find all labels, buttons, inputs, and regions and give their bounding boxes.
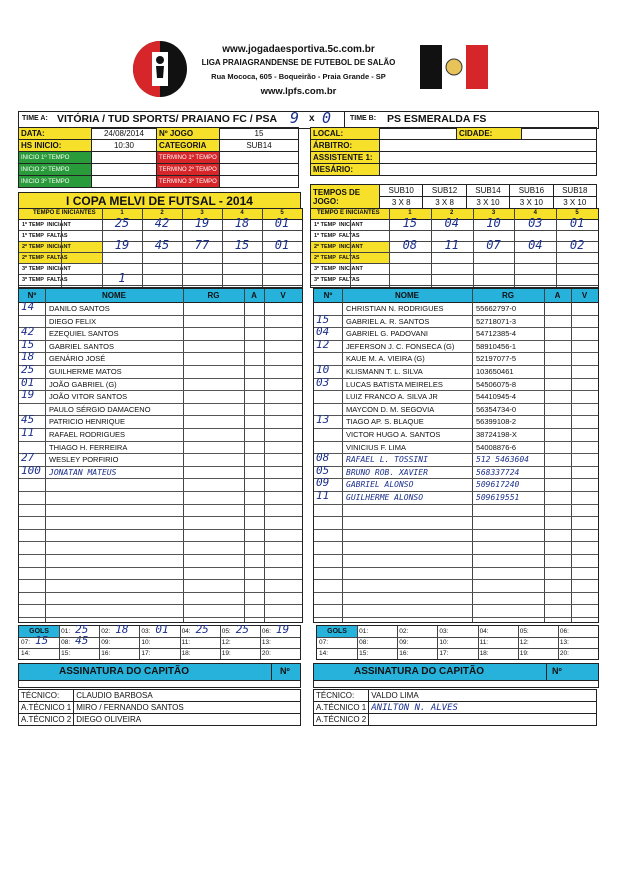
period-label: 3º TEMP [22,277,44,283]
signature-label: ASSINATURA DO CAPITÃO [59,666,189,677]
player-name: RAFAEL L. TOSSINI [346,455,428,465]
roster-header-a: A [251,291,257,300]
period-col-number: 1 [408,210,412,216]
goal-slot-number: 19: [519,650,529,657]
league-address: Rua Mococa, 605 - Boqueirão - Praia Grande - SP [211,72,386,81]
roster-header-v: V [280,291,286,300]
player-number: 11 [21,426,35,439]
goal-slot-value: 18 [115,623,129,636]
goal-slot-value: 25 [235,623,249,636]
period-hand-value: 07 [486,238,501,252]
player-name: KAUE M. A. VIEIRA (G) [346,354,425,364]
tempos-cat: SUB18 [553,185,596,197]
period-col-number: 3 [491,210,496,216]
goal-slot-number: 06: [261,628,271,635]
period-kind: FALTAS [47,255,68,261]
player-rg: 56354734-0 [476,404,517,414]
player-name: GENÁRIO JOSÉ [49,354,106,364]
tempos-label: TEMPOS DE JOGO: [311,185,380,209]
period-hand-value: 11 [444,238,459,252]
goal-slot-number: 11: [479,639,489,646]
player-number: 42 [21,325,35,339]
period-kind: FALTAS [47,233,68,239]
staff-role: TÉCNICO: [19,690,74,702]
score-separator: x [309,113,315,124]
termino-2-label: TERMINO 2º TEMPO [157,164,220,176]
player-name: GUILHERME MATOS [49,367,122,376]
player-number: 04 [316,325,330,339]
player-name: MAYCON D. M. SEGOVIA [346,404,435,414]
player-rg: 509617240 [476,480,520,490]
staff-name: MIRO / FERNANDO SANTOS [74,702,301,714]
period-kind: INICIANT [47,266,71,272]
player-name: WESLEY PORFIRIO [49,455,119,465]
period-col-number: 2 [160,210,164,216]
jogo-value: 15 [220,128,299,140]
hs-label: HS INICIO: [19,140,92,152]
goal-slot-number: 20: [261,650,271,657]
signature-num: Nº [280,666,290,676]
player-name: DANILO SANTOS [49,304,110,313]
goal-slot-number: 12: [519,639,529,646]
goal-slot-number: 18: [479,650,489,657]
period-hand-value: 15 [402,216,418,230]
goal-slot-number: 16: [101,650,111,657]
period-kind: FALTAS [339,233,360,239]
player-number: 45 [21,413,35,427]
goal-slot-number: 03: [439,628,449,635]
goal-slot-number: 09: [399,639,409,646]
player-number: 15 [21,337,35,351]
cat-value: SUB14 [220,140,299,152]
goal-slot-number: 04: [181,628,191,635]
player-number: 13 [316,413,330,427]
player-rg: 568337724 [476,467,520,477]
tempos-cat: SUB14 [466,185,509,197]
player-name: CHRISTIAN N. RODRIGUES [346,304,444,313]
goal-slot-number: 06: [559,628,569,635]
period-hand-value: 42 [154,216,170,230]
player-name: LUCAS BATISTA MEIRELES [346,379,443,389]
goal-slot-number: 02: [399,628,409,635]
player-name: TIAGO AP. S. BLAQUE [346,417,424,427]
staff-role: TÉCNICO: [314,690,369,702]
player-rg: 55662797-0 [476,304,517,313]
period-col-number: 2 [450,210,454,216]
tempos-table [310,184,597,209]
periods-table-a [18,208,303,288]
goal-slot-number: 15: [61,650,71,657]
staff-a [18,689,301,726]
player-name: BRUNO ROB. XAVIER [346,467,428,477]
period-label: 1º TEMP [314,233,336,239]
team-a-label: TIME A: [22,115,48,122]
period-label: 2º TEMP [314,255,336,261]
goal-slot-number: 02: [101,628,111,635]
tempos-val: 3 X 8 [423,197,466,209]
period-kind: INICIANT [339,244,363,250]
roster-a [18,288,303,623]
player-rg: 56399108-2 [476,417,517,427]
player-name: JOÃO VITOR SANTOS [49,392,128,402]
period-hand-value: 04 [444,216,459,230]
player-number: 03 [316,375,330,389]
period-label: 1º TEMP [314,222,336,228]
goal-slot-number: 19: [221,650,231,657]
player-rg: 52718071-3 [476,316,517,326]
player-number: 25 [21,363,35,376]
player-rg: 509619551 [476,493,520,502]
period-hand-value: 77 [194,238,210,252]
officials-table [310,127,597,176]
player-number: 100 [21,463,41,477]
cup-title: I COPA MELVI DE FUTSAL - 2014 [18,192,301,210]
score-b: 0 [322,109,332,127]
player-name: GABRIEL ALONSO [346,480,414,490]
roster-b [313,288,599,623]
score-a: 9 [290,109,300,127]
player-name: VINICIUS F. LIMA [346,442,407,452]
tempos-cat: SUB16 [510,185,553,197]
period-hand-value: 08 [402,238,418,252]
player-name: GABRIEL SANTOS [49,341,115,351]
signature-a [18,663,301,681]
roster-header-rg: RG [207,291,220,300]
player-number: 18 [21,350,35,364]
player-name: GABRIEL G. PADOVANI [346,329,428,339]
period-hand-value: 01 [569,216,585,230]
goal-slot-number: 13: [559,639,569,646]
team-b-label: TIME B: [350,115,377,122]
goal-slot-number: 07: [319,639,329,646]
period-hand-value: 1 [118,271,126,285]
player-number: 19 [21,388,35,402]
staff-name: CLAUDIO BARBOSA [74,690,301,702]
roster-header-num: Nº [323,291,333,300]
goal-slot-number: 12: [221,639,231,646]
tempos-cat: SUB10 [380,185,423,197]
period-kind: INICIANT [339,222,363,228]
signature-line-b [313,680,599,688]
website-link[interactable]: www.jogadaesportiva.5c.com.br [222,44,375,55]
goal-slot-number: 04: [479,628,489,635]
period-col-number: 1 [120,210,124,216]
goal-slot-number: 10: [439,639,449,646]
goal-slot-number: 14: [21,650,31,657]
player-number: 08 [316,451,330,465]
period-hand-value: 19 [194,216,210,230]
hs-value: 10:30 [92,140,157,152]
data-value: 24/08/2014 [92,128,157,140]
goal-slot-value: 01 [155,623,169,636]
player-number: 15 [316,312,330,326]
goal-slot-number: 16: [399,650,409,657]
player-name: GUILHERME ALONSO [346,493,424,502]
goal-slot-number: 11: [181,639,191,646]
player-name: JOÃO GABRIEL (G) [49,379,117,389]
period-hand-value: 10 [486,216,501,230]
player-name: RAFAEL RODRIGUES [49,430,125,439]
roster-header-a: A [554,291,561,300]
termino-1-label: TERMINO 1º TEMPO [157,152,220,164]
staff-role: A.TÉCNICO 2 [314,714,369,726]
goal-slot-number: 03: [141,628,151,635]
period-label: 3º TEMP [22,266,44,272]
staff-name: DIEGO OLIVEIRA [74,714,301,726]
goal-slot-number: 07: [21,639,31,646]
staff-name: VALDO LIMA [369,690,597,702]
player-name: EZEQUIEL SANTOS [49,329,119,339]
player-name: GABRIEL A. R. SANTOS [346,316,430,326]
player-number: 12 [316,337,330,351]
period-label: 2º TEMP [314,244,336,250]
period-hand-value: 03 [528,216,543,230]
player-rg: 58910456-1 [476,341,517,351]
player-rg: 512 5463604 [476,455,529,465]
period-label: 3º TEMP [314,277,336,283]
period-hand-value: 18 [234,216,250,230]
player-name: JEFERSON J. C. FONSECA (G) [346,341,455,351]
player-rg: 54410945-4 [476,392,517,402]
goal-slot-number: 10: [141,639,151,646]
player-number: 01 [21,375,35,389]
goal-slot-number: 17: [439,650,449,657]
goals-a [18,625,301,660]
player-rg: 54008876-6 [476,442,517,452]
period-label: 3º TEMP [314,266,336,272]
goal-slot-number: 14: [319,650,329,657]
periods-header-label: TEMPO E INICIANTES [33,210,96,216]
tempos-val: 3 X 8 [380,197,423,209]
period-kind: FALTAS [47,277,68,283]
player-name: PATRICIO HENRIQUE [49,417,125,427]
period-hand-value: 01 [274,238,290,252]
goal-slot-number: 18: [181,650,191,657]
period-kind: FALTAS [339,255,360,261]
period-label: 2º TEMP [22,255,44,261]
cidade-label: CIDADE: [457,128,522,140]
period-hand-value: 19 [114,238,130,252]
player-name: VICTOR HUGO A. SANTOS [346,430,441,439]
period-kind: INICIANT [47,222,71,228]
mesario-label: MESÁRIO: [311,164,380,176]
player-rg: 38724198-X [476,430,517,439]
player-rg: 54506075-8 [476,379,517,389]
staff-role: A.TÉCNICO 2 [19,714,74,726]
tempos-val: 3 X 10 [553,197,596,209]
goal-slot-number: 08: [359,639,369,646]
data-label: DATA: [19,128,92,140]
goal-slot-number: 13: [261,639,271,646]
player-rg: 54712385-4 [476,329,517,339]
goal-slot-value: 19 [275,623,290,636]
player-number: 10 [316,363,330,376]
goal-slot-value: 25 [75,623,89,636]
goal-slot-number: 05: [221,628,231,635]
team-a-name: VITÓRIA / TUD SPORTS/ PRAIANO FC / PSA [57,113,278,125]
roster-header-rg: RG [502,291,514,300]
goal-slot-number: 01: [359,628,369,635]
team-b-name: PS ESMERALDA FS [387,113,487,125]
goal-slot-number: 20: [559,650,569,657]
tempos-val: 3 X 10 [466,197,509,209]
period-col-number: 4 [240,210,244,216]
period-col-number: 5 [575,210,579,216]
staff-name: ANILTON N. ALVES [369,702,597,714]
termino-3-label: TERMINO 3º TEMPO [157,176,220,188]
player-number: 27 [21,451,35,465]
player-rg: 103650461 [476,367,514,376]
goals-label: GOLS [317,626,357,637]
goal-slot-value: 15 [35,634,49,647]
player-number: 05 [316,463,330,477]
goal-slot-number: 01: [61,628,71,635]
periods-table-b [310,208,599,288]
jogo-label: Nº JOGO [157,128,220,140]
period-col-number: 3 [200,210,204,216]
goals-label: GOLS [19,626,59,637]
period-col-number: 4 [533,210,537,216]
tempos-cat: SUB12 [423,185,466,197]
period-hand-value: 04 [528,238,543,252]
period-kind: FALTAS [339,277,360,283]
signature-line-a [18,680,301,688]
player-name: JONATAN MATEUS [49,467,117,477]
player-name: PAULO SÉRGIO DAMACENO [49,404,151,414]
staff-role: A.TÉCNICO 1 [314,702,369,714]
inicio-2-label: INICIO 2º TEMPO [19,164,92,176]
staff-name [369,714,597,726]
league-name: LIGA PRAIAGRANDENSE DE FUTEBOL DE SALÃO [201,58,396,67]
goal-slot-value: 25 [195,623,209,636]
website2-link[interactable]: www.lpfs.com.br [260,86,337,97]
player-name: LUIZ FRANCO A. SILVA JR [346,392,438,402]
goal-slot-number: 15: [359,650,369,657]
roster-header-v: V [581,291,588,300]
inicio-3-label: INICIO 3º TEMPO [19,176,92,188]
period-kind: INICIANT [47,244,71,250]
staff-role: A.TÉCNICO 1 [19,702,74,714]
roster-header-nome: NOME [102,291,126,300]
roster-header-num: Nº [27,291,37,300]
player-number: 09 [316,476,330,490]
goal-slot-number: 08: [61,639,71,646]
player-number: 14 [21,300,35,313]
period-label: 1º TEMP [22,222,44,228]
tempos-val: 3 X 10 [510,197,553,209]
player-number: 11 [316,489,330,502]
period-label: 2º TEMP [22,244,44,250]
arbitro-label: ÁRBITRO: [311,140,380,152]
roster-header-nome: NOME [395,291,419,300]
local-label: LOCAL: [311,128,380,140]
player-rg: 52197077-5 [476,354,517,364]
signature-b [313,663,599,681]
assistente-label: ASSISTENTE 1: [311,152,380,164]
goal-slot-number: 17: [141,650,151,657]
period-hand-value: 01 [274,216,290,230]
goal-slot-value: 45 [75,634,89,647]
cat-label: CATEGORIA [157,140,220,152]
periods-header-label: TEMPO E INICIANTES [317,210,380,216]
period-kind: INICIANT [339,266,363,272]
signature-num: Nº [552,666,562,676]
period-hand-value: 45 [154,238,170,252]
goal-slot-number: 09: [101,639,111,646]
match-info-table [18,127,299,188]
staff-b [313,689,597,726]
inicio-1-label: INICIO 1º TEMPO [19,152,92,164]
period-hand-value: 02 [569,238,585,252]
player-name: THIAGO H. FERREIRA [49,442,128,452]
player-name: DIEGO FELIX [49,316,97,326]
period-hand-value: 15 [234,238,250,252]
player-name: KLISMANN T. L. SILVA [346,367,423,376]
goal-slot-number: 05: [519,628,529,635]
period-col-number: 5 [280,210,284,216]
signature-label: ASSINATURA DO CAPITÃO [354,666,484,677]
period-label: 1º TEMP [22,233,44,239]
period-hand-value: 25 [114,216,130,230]
goals-b [316,625,599,660]
